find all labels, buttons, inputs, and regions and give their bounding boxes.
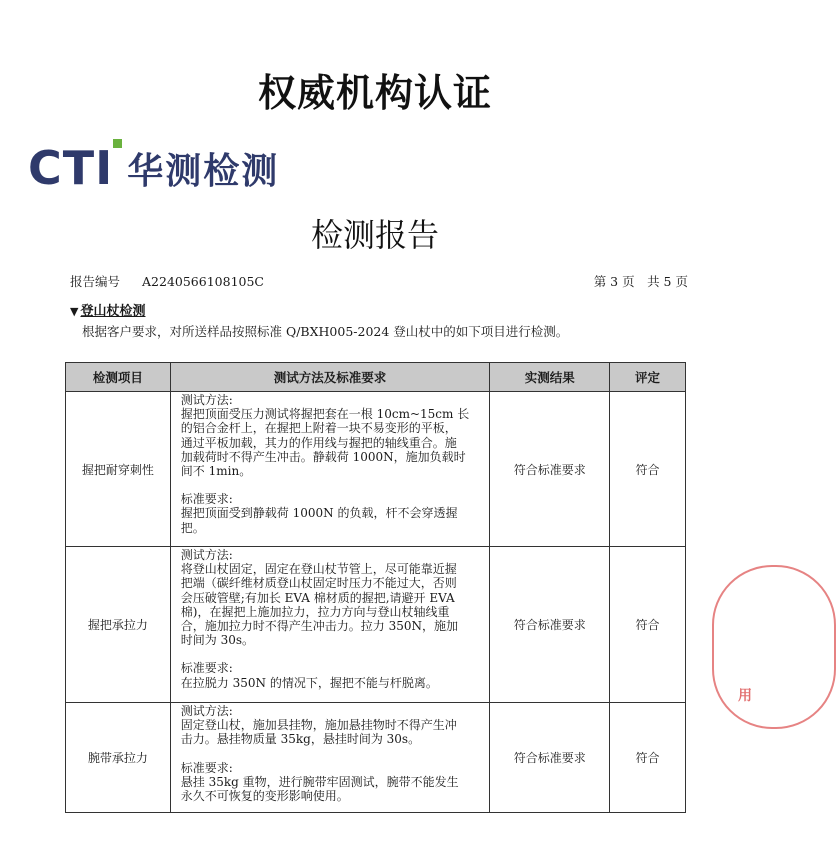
banner-title: 权威机构认证: [257, 71, 492, 115]
method-line: 固定登山杖，施加县挂物，施加悬挂物时不得产生冲: [180, 718, 457, 733]
test-result-cell: 符合标准要求: [490, 703, 610, 813]
method-line: 握把顶面受压力测试将握把套在一根 10cm~15cm 长: [180, 407, 470, 422]
section-heading: [70, 300, 145, 319]
logo-chinese: 华测检测: [127, 150, 280, 192]
standard-label: 标准要求:: [180, 760, 233, 775]
table-row: [66, 547, 686, 703]
header-item: 检测项目: [66, 363, 171, 392]
standard-line: 把。: [180, 520, 205, 535]
table-row: [66, 703, 686, 813]
header-method: 测试方法及标准要求: [170, 363, 490, 392]
verdict-cell: 符合: [610, 392, 686, 547]
header-verdict: 评定: [610, 363, 686, 392]
report-number-label: 报告编号: [70, 274, 121, 289]
logo-accent-dot: [113, 139, 122, 148]
header-result: 实测结果: [490, 363, 610, 392]
method-line: 棉)，在握把上施加拉力，拉力方向与登山杖轴线重: [180, 604, 450, 619]
method-line: 合，施加拉力时不得产生冲击力。拉力 350N，施加: [180, 619, 459, 634]
method-line: 间不 1min。: [180, 464, 252, 479]
spacer: [181, 647, 484, 661]
verdict-cell: 符合: [610, 547, 686, 703]
spacer: [181, 478, 484, 492]
method-line: 时间为 30s。: [180, 633, 255, 648]
page-info: 第 3 页 共 5 页: [593, 274, 688, 289]
red-seal-stamp: [712, 565, 836, 729]
test-item-cell: 腕带承拉力: [66, 703, 171, 813]
method-line: 通过平板加载，其力的作用线与握把的轴线重合。施: [180, 435, 457, 450]
method-line: 加载荷时不得产生冲击。静载荷 1000N，施加负载时: [180, 449, 466, 464]
method-label: 测试方法:: [180, 548, 233, 562]
test-method-cell: [170, 392, 490, 547]
table-row: [66, 392, 686, 547]
standard-label: 标准要求:: [180, 492, 233, 507]
intro-text: 根据客户要求，对所送样品按照标准 Q/BXH005-2024 登山杖中的如下项目进行检测。: [82, 324, 569, 339]
logo-latin: CTI: [28, 141, 114, 195]
standard-line: 在拉脱力 350N 的情况下，握把不能与杆脱离。: [180, 675, 438, 690]
method-line: 把端（碳纤维材质登山杖固定时压力不能过大，否则: [180, 576, 457, 591]
method-line: 的铝合金杆上，在握把上附着一块不易变形的平板，: [180, 421, 457, 436]
verdict-cell: 符合: [610, 703, 686, 813]
triangle-marker-icon: ▼: [70, 305, 79, 318]
method-line: 会压破管壁;有加长 EVA 棉材质的握把,请避开 EVA: [180, 590, 455, 605]
standard-line: 悬挂 35kg 重物，进行腕带牢固测试，腕带不能发生: [180, 774, 459, 789]
test-method-cell: [170, 703, 490, 813]
section-name: 登山杖检测: [80, 304, 146, 319]
spacer: [181, 747, 484, 761]
standard-line: 永久不可恢复的变形影响使用。: [180, 789, 349, 804]
test-table: [65, 362, 686, 813]
standard-line: 握把顶面受到静载荷 1000N 的负载，杆不会穿透握: [180, 506, 458, 521]
method-line: 将登山杖固定，固定在登山杖节管上，尽可能靠近握: [180, 562, 457, 577]
test-item-cell: 握把耐穿刺性: [66, 392, 171, 547]
method-line: 击力。悬挂物质量 35kg，悬挂时间为 30s。: [180, 732, 421, 747]
report-number-value: A2240566108105C: [142, 274, 264, 289]
method-label: 测试方法:: [180, 704, 233, 718]
table-header-row: [66, 363, 686, 392]
standard-label: 标准要求:: [180, 661, 233, 676]
test-result-cell: 符合标准要求: [490, 547, 610, 703]
test-item-cell: 握把承拉力: [66, 547, 171, 703]
test-result-cell: 符合标准要求: [490, 392, 610, 547]
seal-fragment: 用: [738, 688, 752, 704]
report-title: 检测报告: [310, 216, 439, 254]
method-label: 测试方法:: [180, 393, 233, 407]
test-method-cell: [170, 547, 490, 703]
cti-logo: [28, 142, 279, 194]
report-number: [70, 272, 264, 290]
